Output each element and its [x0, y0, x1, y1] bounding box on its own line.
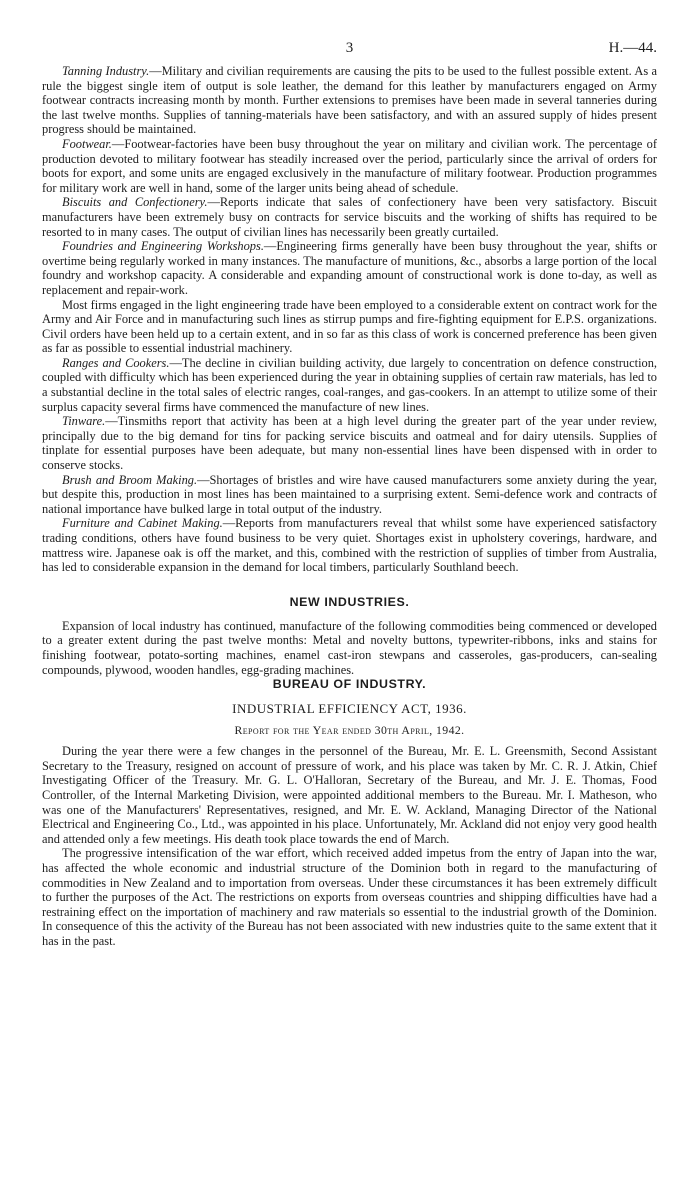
paragraph-foundries [42, 239, 657, 297]
paragraph-light-engineering [42, 298, 657, 356]
paragraph-text: —Tinsmiths report that activity has been at a high level during the greater part of the year under review, principally due to the big demand for tins for packing service biscuits and oatmeal and for dairy utensils. Supplies of tinplate for essential purposes have been adequate, but many non-essential lines have been dispensed with in order to conserve stocks. [42, 414, 657, 473]
paragraph-text: —Reports from manufacturers reveal that whilst some have experienced satisfactory trading conditions, others have found business to be very quiet. Shortages exist in upholstery coverings, hardware, and mattress wire. Japanese oak is off the market, and this, combined with the restriction of supplies of timber from Australia, has led to considerable expansion in the demand for local timbers, particularly Southland beech. [42, 516, 657, 575]
report-heading: Report for the Year ended 30th April, 1942. [234, 723, 465, 738]
paragraph-tanning [42, 64, 657, 137]
paragraph-biscuits [42, 195, 657, 239]
paragraph-furniture [42, 516, 657, 574]
industries-section [42, 64, 657, 575]
paragraph-text: —Military and civilian requirements are causing the pits to be used to the fullest possible extent. As a rule the biggest single item of output is sole leather, the demand for this leather by manufacturers engaged on Army footwear contracts increasing month by month. Further extensions to premises have been made in several tanneries during the last twelve months. Supplies of tanning-materials have been satisfactory, and with an assured supply of hides present progress should be maintained. [42, 64, 657, 137]
paragraph-brush [42, 473, 657, 517]
section-heading-new-industries: NEW INDUSTRIES. [289, 594, 410, 609]
paragraph-text: —Engineering firms generally have been busy throughout the year, shifts or overtime being regularly worked in many instances. The manufacture of munitions, &c., absorbs a large portion of the local foundry and workshop capacity. A considerable and expanding amount of constructional work is done to-day, as well as replacement and repair-work. [42, 239, 657, 297]
new-industries-section [42, 595, 657, 677]
paragraph-footwear [42, 137, 657, 195]
section-spacer [42, 575, 657, 595]
paragraph-text: —Shortages of bristles and wire have caused manufacturers some anxiety during the year, but despite this, production in most lines has been maintained to a surprising extent. Semi-defence work and contracts of national importance have bulked large in total output of the industry. [42, 472, 658, 516]
page-number: 3 [345, 40, 354, 56]
section-heading-bureau: BUREAU OF INDUSTRY. [272, 677, 427, 692]
paragraph-lead: Footwear. [62, 136, 112, 151]
paragraph-lead: Biscuits and Confectionery. [62, 195, 208, 210]
paragraph-lead: Foundries and Engineering Workshops. [62, 239, 264, 254]
paragraph-lead: Ranges and Cookers. [62, 355, 170, 370]
paragraph-ranges [42, 356, 657, 414]
document-page [42, 36, 657, 948]
paragraph-lead: Brush and Broom Making. [62, 472, 198, 487]
paragraph-lead: Furniture and Cabinet Making. [62, 516, 223, 531]
act-heading: INDUSTRIAL EFFICIENCY ACT, 1936. [232, 701, 467, 717]
paragraph-lead: Tinware. [62, 414, 106, 429]
paragraph-lead: Tanning Industry. [62, 64, 150, 78]
paragraph-bureau-personnel: During the year there were a few changes in the personnel of the Bureau, Mr. E. L. Greensmith, Second Assistant Secretary to the Treasury, resigned on account of pressure of work, and his place was taken by Mr. C. R. J. Atkin, Chief Investigating Officer of the Treasury. Mr. G. L. O'Halloran, Secretary of the Bureau, and Mr. J. E. Thomas, Food Controller, of the Internal Marketing Division, were appointed additional members to the Bureau. Mr. I. Matheson, who was one of the Manufacturers' Representatives, resigned, and Mr. E. W. Ackland, Managing Director of the National Electrical and Engineering Co., Ltd., was appointed in his place. Unfortunately, Mr. Ackland did not enjoy very good health and attended only a few meetings. His death took place towards the end of March. [42, 744, 657, 846]
paragraph-text: —Footwear-factories have been busy throughout the year on military and civilian work. The percentage of production devoted to military footwear has steadily increased over the period, particularly since the arrival of orders for boots for export, and some units are engaged exclusively in the manufacture of military footwear. Production programmes for military work are well in hand, some of the larger units being ahead of schedule. [42, 136, 657, 195]
page-header [42, 36, 657, 64]
paragraph-text: Most firms engaged in the light engineering trade have been employed to a considerable extent on contract work for the Army and Air Force and in manufacturing such lines as stirrup pumps and fire-fighting equipment for E.P.S. organizations. Civil orders have been held up to a certain extent, and in so far as this class of work is concerned preference has been given as far as possible to essential industrial machinery. [42, 297, 657, 356]
paragraph-new-industries: Expansion of local industry has continued, manufacture of the following commodities being commenced or developed to a greater extent during the past twelve months: Metal and novelty buttons, typewriter-ribbons, inks and stains for finishing footwear, potato-sorting machines, enamel cast-iron stewpans and casseroles, gas-producers, can-sealing compounds, plywood, wooden handles, egg-grading machines. [42, 618, 657, 677]
paragraph-tinware [42, 414, 657, 472]
paragraph-text: —The decline in civilian building activity, due largely to concentration on defence construction, coupled with difficulty which has been experienced during the year in obtaining supplies of certain raw materials, has led to a substantial decline in the total sales of electric ranges, coal-ranges, and gas-cookers. In an attempt to utilize some of their surplus capacity several firms have commenced the manufacture of new lines. [42, 355, 657, 414]
document-code: H.—44. [608, 40, 657, 56]
paragraph-text: —Reports indicate that sales of confectionery have been very satisfactory. Biscuit manufacturers have been extremely busy on contracts for service biscuits and the working of shifts has required to be resorted to in many cases. The output of civilian lines has necessarily been greatly curtailed. [42, 195, 657, 239]
paragraph-bureau-war-effort: The progressive intensification of the war effort, which received added impetus from the entry of Japan into the war, has affected the whole economic and industrial structure of the Dominion both in regard to the manufacturing of commodities in New Zealand and to importation from overseas. Under these circumstances it has been extremely difficult to further the purposes of the Act. The restrictions on exports from overseas countries and shipping difficulties have had a restraining effect on the importation of machinery and raw materials so essential to the industrial growth of the Dominion. In consequence of this the activity of the Bureau has not been associated with new industries quite to the same extent that it has in the past. [42, 846, 657, 948]
bureau-section [42, 677, 657, 948]
